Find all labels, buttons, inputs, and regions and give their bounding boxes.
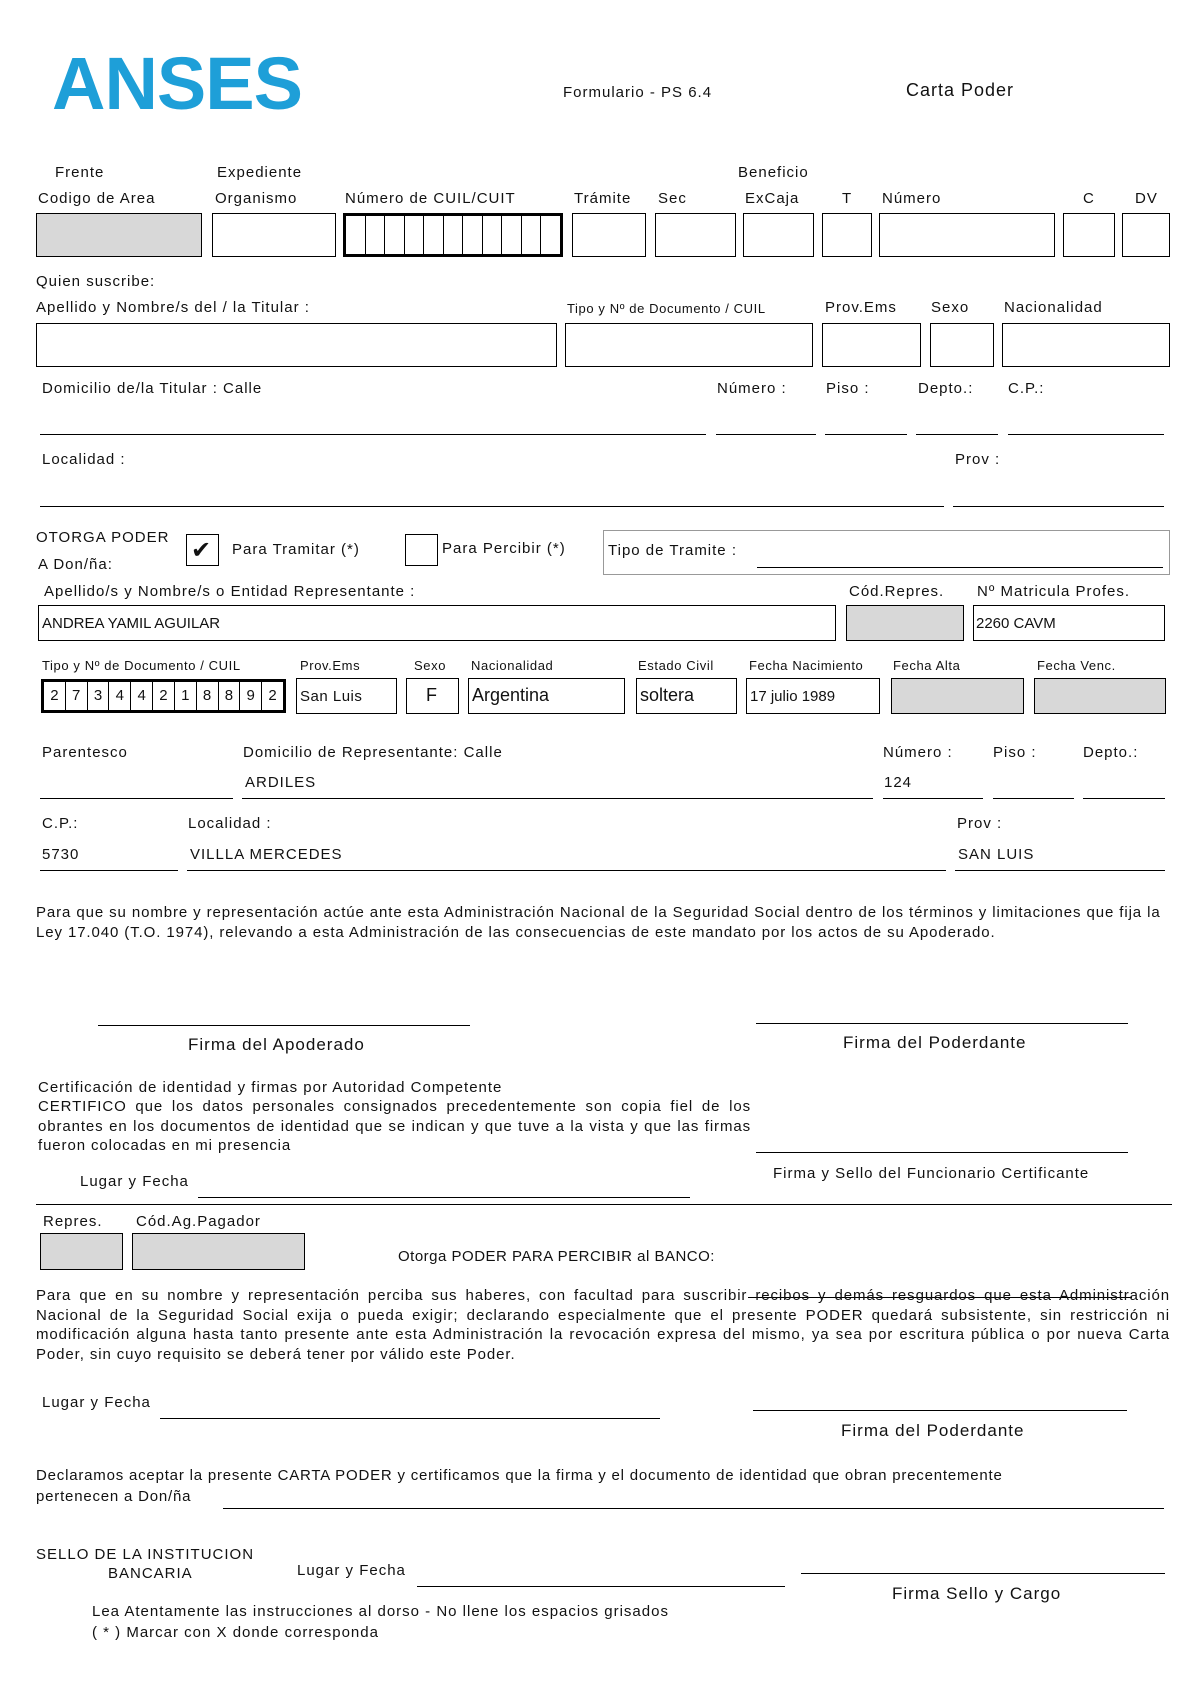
- mandato-text: Para que su nombre y representación actúe ante esta Administración Nacional de la Seguridad Social dentro de los términos y limitaciones que fija la Ley 17.040 (T.O. 1974), relevando a esta Administración de las consecuencias de este mandato por los actos de su Apoderado.: [36, 904, 1161, 941]
- doc-digit: 2: [268, 687, 277, 704]
- titular-prov-label: Prov :: [955, 451, 1001, 468]
- tramite-field[interactable]: [572, 213, 646, 257]
- t-label: T: [842, 190, 853, 207]
- firma-poderdante-label: Firma del Poderdante: [843, 1033, 1027, 1052]
- expediente-label: Expediente: [217, 164, 303, 181]
- tramite-label: Trámite: [574, 190, 632, 207]
- rep-doc-field[interactable]: [41, 679, 286, 713]
- rep-cp-line[interactable]: [40, 870, 178, 871]
- sec-field[interactable]: [655, 213, 736, 257]
- rep-localidad-label: Localidad :: [188, 815, 272, 832]
- rep-sexo-value: F: [426, 685, 438, 705]
- doc-digit: 7: [66, 682, 88, 710]
- firma-poderdante2-label: Firma del Poderdante: [841, 1421, 1025, 1440]
- don-label: A Don/ña:: [38, 556, 113, 573]
- numero-label: Número: [882, 190, 942, 207]
- titular-numero-label: Número :: [717, 380, 787, 397]
- rep-piso-label: Piso :: [993, 744, 1037, 761]
- rep-nacionalidad-value: Argentina: [472, 685, 550, 705]
- titular-localidad-line[interactable]: [40, 506, 944, 507]
- rep-fecha-venc-label: Fecha Venc.: [1037, 658, 1116, 673]
- t-field[interactable]: [822, 213, 872, 257]
- otorga-poder-label: OTORGA PODER: [36, 529, 170, 546]
- titular-localidad-label: Localidad :: [42, 451, 126, 468]
- cert-title: Certificación de identidad y firmas por Autoridad Competente: [38, 1079, 503, 1096]
- doc-digit: 8: [219, 682, 241, 710]
- titular-apellido-label: Apellido y Nombre/s del / la Titular :: [36, 299, 310, 316]
- dv-field[interactable]: [1122, 213, 1170, 257]
- codigo-area-field: [36, 213, 202, 257]
- firma-poderdante2-line[interactable]: [753, 1410, 1127, 1411]
- footer-instructions: Lea Atentamente las instrucciones al dorso - No llene los espacios grisados: [92, 1603, 669, 1620]
- repres-label: Repres.: [43, 1213, 103, 1230]
- titular-cp-label: C.P.:: [1008, 380, 1045, 397]
- tipo-tramite-line[interactable]: [757, 567, 1163, 568]
- quien-suscribe-label: Quien suscribe:: [36, 273, 156, 290]
- sello-institucion-label: SELLO DE LA INSTITUCION: [36, 1546, 255, 1563]
- percibir-body: Para que en su nombre y representación perciba sus haberes, con facultad para suscribir recibos y demás resguardos que esta Administración Nacional de la Seguridad Social exija o pueda exigir; declarando especialmente que el presente PODER quedará subsistente, sin restricción ni modificación alguna hasta tanto presente ante esta Administración la revocación expresa del mismo, ya sea por escritura pública o por nueva Carta Poder, sin cuyo requisito se deberá tener por válido este Poder.: [36, 1287, 1170, 1363]
- otorga-banco-label: Otorga PODER PARA PERCIBIR al BANCO:: [398, 1248, 715, 1265]
- organismo-label: Organismo: [215, 190, 298, 207]
- rep-parentesco-line[interactable]: [40, 798, 233, 799]
- section-divider: [36, 1204, 1172, 1205]
- titular-depto-label: Depto.:: [918, 380, 974, 397]
- rep-estado-civil-label: Estado Civil: [638, 658, 714, 673]
- rep-parentesco-label: Parentesco: [42, 744, 128, 761]
- rep-fecha-alta-field: [891, 678, 1024, 714]
- titular-nacionalidad-field[interactable]: [1002, 323, 1170, 367]
- rep-prov-ems-value: San Luis: [300, 688, 363, 705]
- rep-calle-line[interactable]: [242, 798, 873, 799]
- rep-apellido-value: ANDREA YAMIL AGUILAR: [42, 615, 221, 632]
- rep-numero-label: Número :: [883, 744, 953, 761]
- rep-cp-label: C.P.:: [42, 815, 79, 832]
- rep-numero-value: 124: [884, 774, 913, 791]
- titular-tipo-doc-label: Tipo y Nº de Documento / CUIL: [567, 301, 766, 316]
- doc-digit: 2: [153, 682, 175, 710]
- titular-apellido-field[interactable]: [36, 323, 557, 367]
- firma-apoderado-line[interactable]: [98, 1025, 470, 1026]
- doc-digit: 4: [109, 682, 131, 710]
- cert-lugar-fecha-line[interactable]: [198, 1197, 690, 1198]
- doc-digit: 2: [44, 682, 66, 710]
- firma-funcionario-label: Firma y Sello del Funcionario Certificante: [773, 1165, 1090, 1182]
- dv-label: DV: [1135, 190, 1158, 207]
- tipo-tramite-label: Tipo de Tramite :: [608, 542, 737, 559]
- cert-lugar-fecha-label: Lugar y Fecha: [80, 1173, 189, 1190]
- numero-field[interactable]: [879, 213, 1055, 257]
- doc-digit: 3: [88, 682, 110, 710]
- rep-fecha-nac-label: Fecha Nacimiento: [749, 658, 864, 673]
- para-tramitar-label: Para Tramitar (*): [232, 541, 360, 558]
- cod-ag-pagador-label: Cód.Ag.Pagador: [136, 1213, 261, 1230]
- rep-estado-civil-value: soltera: [640, 685, 695, 705]
- rep-sexo-label: Sexo: [414, 658, 447, 673]
- rep-depto-line[interactable]: [1083, 798, 1165, 799]
- firma-sello-cargo-line[interactable]: [801, 1573, 1165, 1574]
- cert-body: CERTIFICO que los datos personales consignados precedentemente son copia fiel de los obrantes en los documentos de identidad que se indican y que tuve a la vista y que las firmas fueron colocadas en mi presencia: [38, 1098, 751, 1154]
- rep-fecha-nac-value: 17 julio 1989: [750, 688, 836, 705]
- para-percibir-label: Para Percibir (*): [442, 540, 566, 557]
- check-mark-icon: ✔: [191, 536, 212, 564]
- firma-apoderado-label: Firma del Apoderado: [188, 1035, 365, 1054]
- titular-sexo-field[interactable]: [930, 323, 994, 367]
- doc-digit: 1: [175, 682, 197, 710]
- rep-cp-value: 5730: [42, 846, 80, 863]
- form-title: Carta Poder: [906, 80, 1015, 100]
- rep-depto-label: Depto.:: [1083, 744, 1139, 761]
- rep-fecha-venc-field: [1034, 678, 1166, 714]
- doc-digit: 8: [197, 682, 219, 710]
- sello-bancaria-label: BANCARIA: [108, 1565, 193, 1582]
- rep-cod-repres-label: Cód.Repres.: [849, 583, 945, 600]
- titular-prov-ems-field[interactable]: [822, 323, 921, 367]
- rep-prov-label: Prov :: [957, 815, 1003, 832]
- titular-piso-line[interactable]: [825, 434, 907, 435]
- banco-lugar-fecha-line[interactable]: [160, 1418, 660, 1419]
- rep-matricula-value: 2260 CAVM: [976, 615, 1056, 632]
- firma-sello-cargo-label: Firma Sello y Cargo: [892, 1584, 1062, 1603]
- rep-numero-line[interactable]: [883, 798, 983, 799]
- rep-localidad-value: VILLLA MERCEDES: [190, 846, 343, 863]
- titular-tipo-doc-field[interactable]: [565, 323, 813, 367]
- sec-label: Sec: [658, 190, 687, 207]
- organismo-field[interactable]: [212, 213, 336, 257]
- declaramos-don-line[interactable]: [223, 1508, 1164, 1509]
- titular-calle-line[interactable]: [40, 434, 706, 435]
- para-tramitar-checkbox[interactable]: [186, 534, 219, 566]
- cuil-cuit-field[interactable]: [343, 213, 563, 257]
- titular-piso-label: Piso :: [826, 380, 870, 397]
- titular-sexo-label: Sexo: [931, 299, 970, 316]
- sello-lugar-fecha-label: Lugar y Fecha: [297, 1562, 406, 1579]
- codigo-area-label: Codigo de Area: [38, 190, 156, 207]
- rep-tipo-doc-label: Tipo y Nº de Documento / CUIL: [42, 658, 241, 673]
- doc-digit: 9: [240, 682, 262, 710]
- excaja-label: ExCaja: [745, 190, 800, 207]
- declaramos-line1: Declaramos aceptar la presente CARTA PODER y certificamos que la firma y el documento de identidad que obran precentemente: [36, 1467, 1003, 1484]
- para-percibir-checkbox[interactable]: [405, 534, 438, 566]
- repres-field: [40, 1233, 123, 1270]
- sello-lugar-fecha-line[interactable]: [417, 1586, 785, 1587]
- declaramos-line2: pertenecen a Don/ña: [36, 1488, 192, 1505]
- beneficio-label: Beneficio: [738, 164, 809, 181]
- rep-piso-line[interactable]: [993, 798, 1074, 799]
- anses-logo: ANSES: [52, 42, 302, 125]
- titular-nacionalidad-label: Nacionalidad: [1004, 299, 1103, 316]
- c-field[interactable]: [1063, 213, 1115, 257]
- cod-ag-pagador-field: [132, 1233, 305, 1270]
- titular-prov-line[interactable]: [953, 506, 1164, 507]
- frente-label: Frente: [55, 164, 105, 181]
- banco-lugar-fecha-label: Lugar y Fecha: [42, 1394, 151, 1411]
- rep-nacionalidad-label: Nacionalidad: [471, 658, 554, 673]
- rep-cod-repres-field: [846, 605, 964, 641]
- firma-funcionario-line[interactable]: [756, 1152, 1128, 1153]
- titular-depto-line[interactable]: [916, 434, 998, 435]
- titular-domicilio-label: Domicilio de/la Titular : Calle: [42, 380, 263, 397]
- cuil-cuit-label: Número de CUIL/CUIT: [345, 190, 516, 207]
- form-code: Formulario - PS 6.4: [563, 84, 713, 101]
- rep-apellido-label: Apellido/s y Nombre/s o Entidad Representante :: [44, 583, 416, 600]
- rep-domicilio-label: Domicilio de Representante: Calle: [243, 744, 503, 761]
- rep-fecha-alta-label: Fecha Alta: [893, 658, 961, 673]
- firma-poderdante-line[interactable]: [756, 1023, 1128, 1024]
- rep-matricula-label: Nº Matricula Profes.: [977, 583, 1131, 600]
- excaja-field[interactable]: [743, 213, 814, 257]
- c-label: C: [1083, 190, 1095, 207]
- rep-prov-ems-label: Prov.Ems: [300, 658, 361, 673]
- titular-numero-line[interactable]: [716, 434, 816, 435]
- titular-prov-ems-label: Prov.Ems: [825, 299, 897, 316]
- rep-prov-value: SAN LUIS: [958, 846, 1035, 863]
- rep-localidad-line[interactable]: [187, 870, 946, 871]
- titular-cp-line[interactable]: [1008, 434, 1164, 435]
- rep-calle-value: ARDILES: [245, 774, 317, 791]
- footer-note: ( * ) Marcar con X donde corresponda: [92, 1624, 379, 1641]
- doc-digit: 4: [131, 682, 153, 710]
- rep-prov-line[interactable]: [955, 870, 1165, 871]
